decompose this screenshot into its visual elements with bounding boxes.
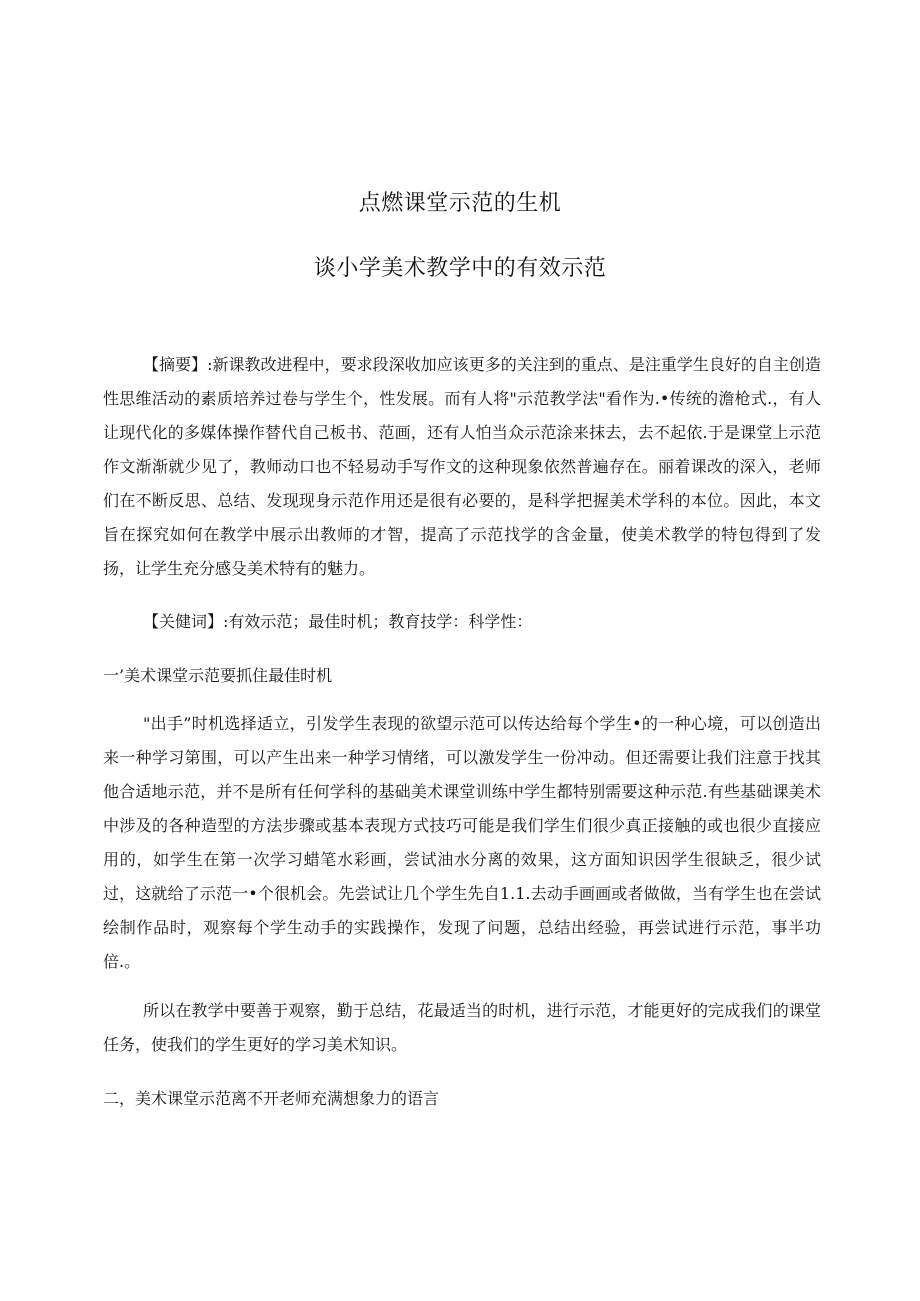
abstract-text: :新课教改进程中，要求段深收加应该更多的关注到的重点、是注重学生良好的自主创造性思维活动的素质培养过卷与学生个，性发展。而有人将"示范教学法"看作为.•传统的澹枪式.，有人让现代化的多媒体操作替代自己板书、范画，还有人怕当众示范涂来抹去，去不起依.于是课堂上示范作文渐渐就少见了，教师动口也不轻易动手写作文的这种现象依然普遍存在。丽着课改的深入，老师们在不断反思、总结、发现现身示范作用还是很有必要的，是科学把握美术学科的本位。因此，本文旨在探究如何在教学中展示出教师的才智，提高了示范找学的含金量，使美术教学的特包得到了发扬，让学生充分感殳美术特有的魅力。 (103, 355, 821, 578)
document-title: 点燃课堂示范的生机 (358, 191, 562, 216)
keywords-text: :有效示范；最佳时机；教育技学：科学性： (223, 612, 533, 631)
section-1-paragraph-1: "出手”时机选择适立，引发学生表现的欲望示范可以传达给每个学生•的一种心境，可以创造出来一种学习第围，可以产生出来一种学习情绪，可以激发学生一份冲动。但还需要让我们注意于找其他合适地示范，并不是所有任何学科的基础美术课堂训练中学生都特别需要这种示范.有些基础课美术中涉及的各种造型的方法步骤或基本表现方式技巧可能是我们学生们很少真正接触的或也很少直接应用的，如学生在第一次学习蜡笔水彩画，尝试油水分离的效果，这方面知识因学生很缺乏，很少试过，这就给了示范一•个很机会。先尝试让几个学生先自1.1.去动手画画或者做做，当有学生也在尝试绘制作品时，观察每个学生动手的实践操作，发现了问题，总结出经验，再尝试进行示范，事半功倍.。 (103, 714, 821, 971)
section-2-heading: 二，美术课堂示范离不开老师充满想象力的语言 (103, 1089, 440, 1108)
section-1-heading: 一’美术课堂示范要抓住最佳时机 (103, 666, 333, 685)
abstract-paragraph (103, 348, 821, 586)
document-subtitle: 谈小学美术教学中的有效示范 (313, 256, 607, 281)
section-1-paragraph-2: 所以在教学中要善于观察，勤于总结，花最适当的时机，进行示范，才能更好的完成我们的课堂任务，使我们的学生更好的学习美术知识。 (103, 1001, 821, 1054)
abstract-label: 【摘要】 (143, 355, 208, 374)
keywords-label: 【关健词】 (143, 612, 224, 631)
keywords-paragraph (103, 605, 821, 639)
